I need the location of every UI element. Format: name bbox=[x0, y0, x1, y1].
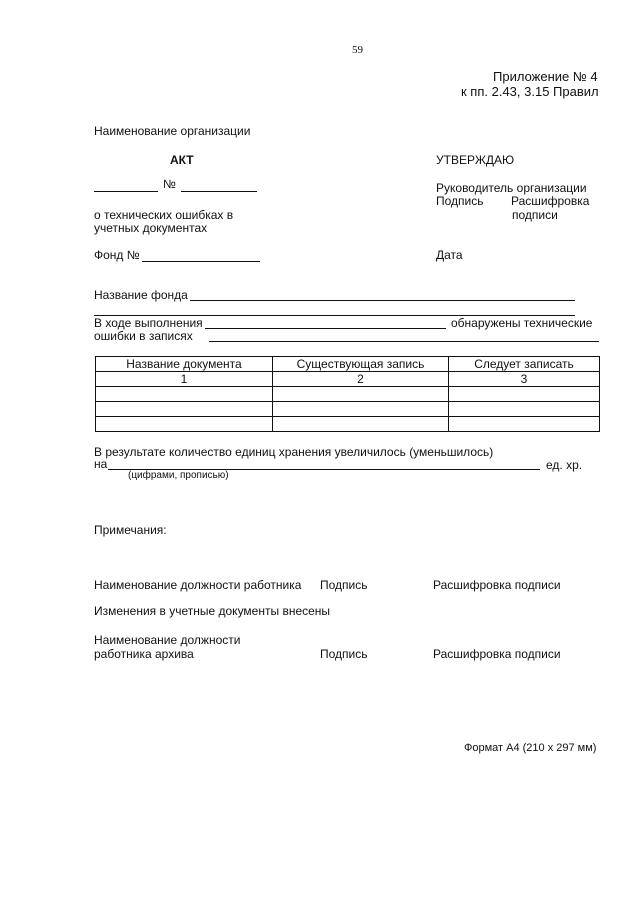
head-decode-label-1: Расшифровка bbox=[511, 194, 590, 208]
units-label: ед. хр. bbox=[546, 458, 583, 472]
col-number-1: 1 bbox=[96, 372, 273, 387]
table-row bbox=[96, 402, 600, 417]
table-cell bbox=[96, 387, 273, 402]
changes-label: Изменения в учетные документы внесены bbox=[94, 604, 331, 618]
errors-label: ошибки в записях bbox=[94, 329, 193, 343]
errors-line bbox=[209, 341, 599, 342]
date-label: Дата bbox=[436, 248, 463, 262]
page-number: 59 bbox=[352, 44, 363, 56]
archive-position-label-2: работника архива bbox=[94, 647, 194, 661]
fund-number-line bbox=[142, 261, 260, 262]
result-hint: (цифрами, прописью) bbox=[128, 470, 229, 481]
act-date-line bbox=[94, 191, 158, 192]
employee-position-label: Наименование должности работника bbox=[94, 578, 302, 592]
org-name-label: Наименование организации bbox=[94, 124, 251, 138]
act-subject-line1: о технических ошибках в bbox=[94, 208, 234, 222]
col-number-3: 3 bbox=[449, 372, 600, 387]
approve-label: УТВЕРЖДАЮ bbox=[436, 153, 515, 167]
found-label: обнаружены технические bbox=[451, 316, 593, 330]
table-cell bbox=[96, 402, 273, 417]
result-on-label: на bbox=[94, 457, 108, 471]
appendix-reference: к пп. 2.43, 3.15 Правил bbox=[461, 84, 599, 99]
act-number-line bbox=[181, 191, 257, 192]
employee-signature-label: Подпись bbox=[320, 578, 368, 592]
head-signature-label: Подпись bbox=[436, 194, 484, 208]
act-title: АКТ bbox=[170, 153, 194, 167]
table-cell bbox=[273, 417, 449, 432]
table-cell bbox=[449, 387, 600, 402]
employee-decode-label: Расшифровка подписи bbox=[433, 578, 561, 592]
number-sign: № bbox=[163, 177, 176, 191]
fund-name-label: Название фонда bbox=[94, 288, 188, 302]
table-row bbox=[96, 387, 600, 402]
during-line bbox=[205, 328, 446, 329]
table-row bbox=[96, 417, 600, 432]
act-subject-line2: учетных документах bbox=[94, 221, 208, 235]
table-cell bbox=[449, 417, 600, 432]
archive-decode-label: Расшифровка подписи bbox=[433, 647, 561, 661]
table-cell bbox=[96, 417, 273, 432]
archive-position-label-1: Наименование должности bbox=[94, 633, 241, 647]
appendix-title: Приложение № 4 bbox=[493, 69, 598, 84]
table-header-row bbox=[96, 357, 600, 372]
documents-table bbox=[95, 356, 600, 432]
during-label: В ходе выполнения bbox=[94, 316, 203, 330]
col-header-document: Название документа bbox=[96, 357, 273, 372]
col-header-existing: Существующая запись bbox=[273, 357, 449, 372]
notes-label: Примечания: bbox=[94, 523, 167, 537]
archive-signature-label: Подпись bbox=[320, 647, 368, 661]
head-label: Руководитель организации bbox=[436, 181, 587, 195]
table-cell bbox=[449, 402, 600, 417]
head-decode-label-2: подписи bbox=[512, 208, 558, 222]
fund-number-label: Фонд № bbox=[94, 248, 140, 262]
page-format-label: Формат А4 (210 х 297 мм) bbox=[464, 742, 597, 754]
result-text: В результате количество единиц хранения увеличилось (уменьшилось) bbox=[94, 445, 494, 459]
col-number-2: 2 bbox=[273, 372, 449, 387]
fund-name-line bbox=[190, 300, 575, 301]
table-cell bbox=[273, 387, 449, 402]
table-number-row bbox=[96, 372, 600, 387]
col-header-should: Следует записать bbox=[449, 357, 600, 372]
table-cell bbox=[273, 402, 449, 417]
